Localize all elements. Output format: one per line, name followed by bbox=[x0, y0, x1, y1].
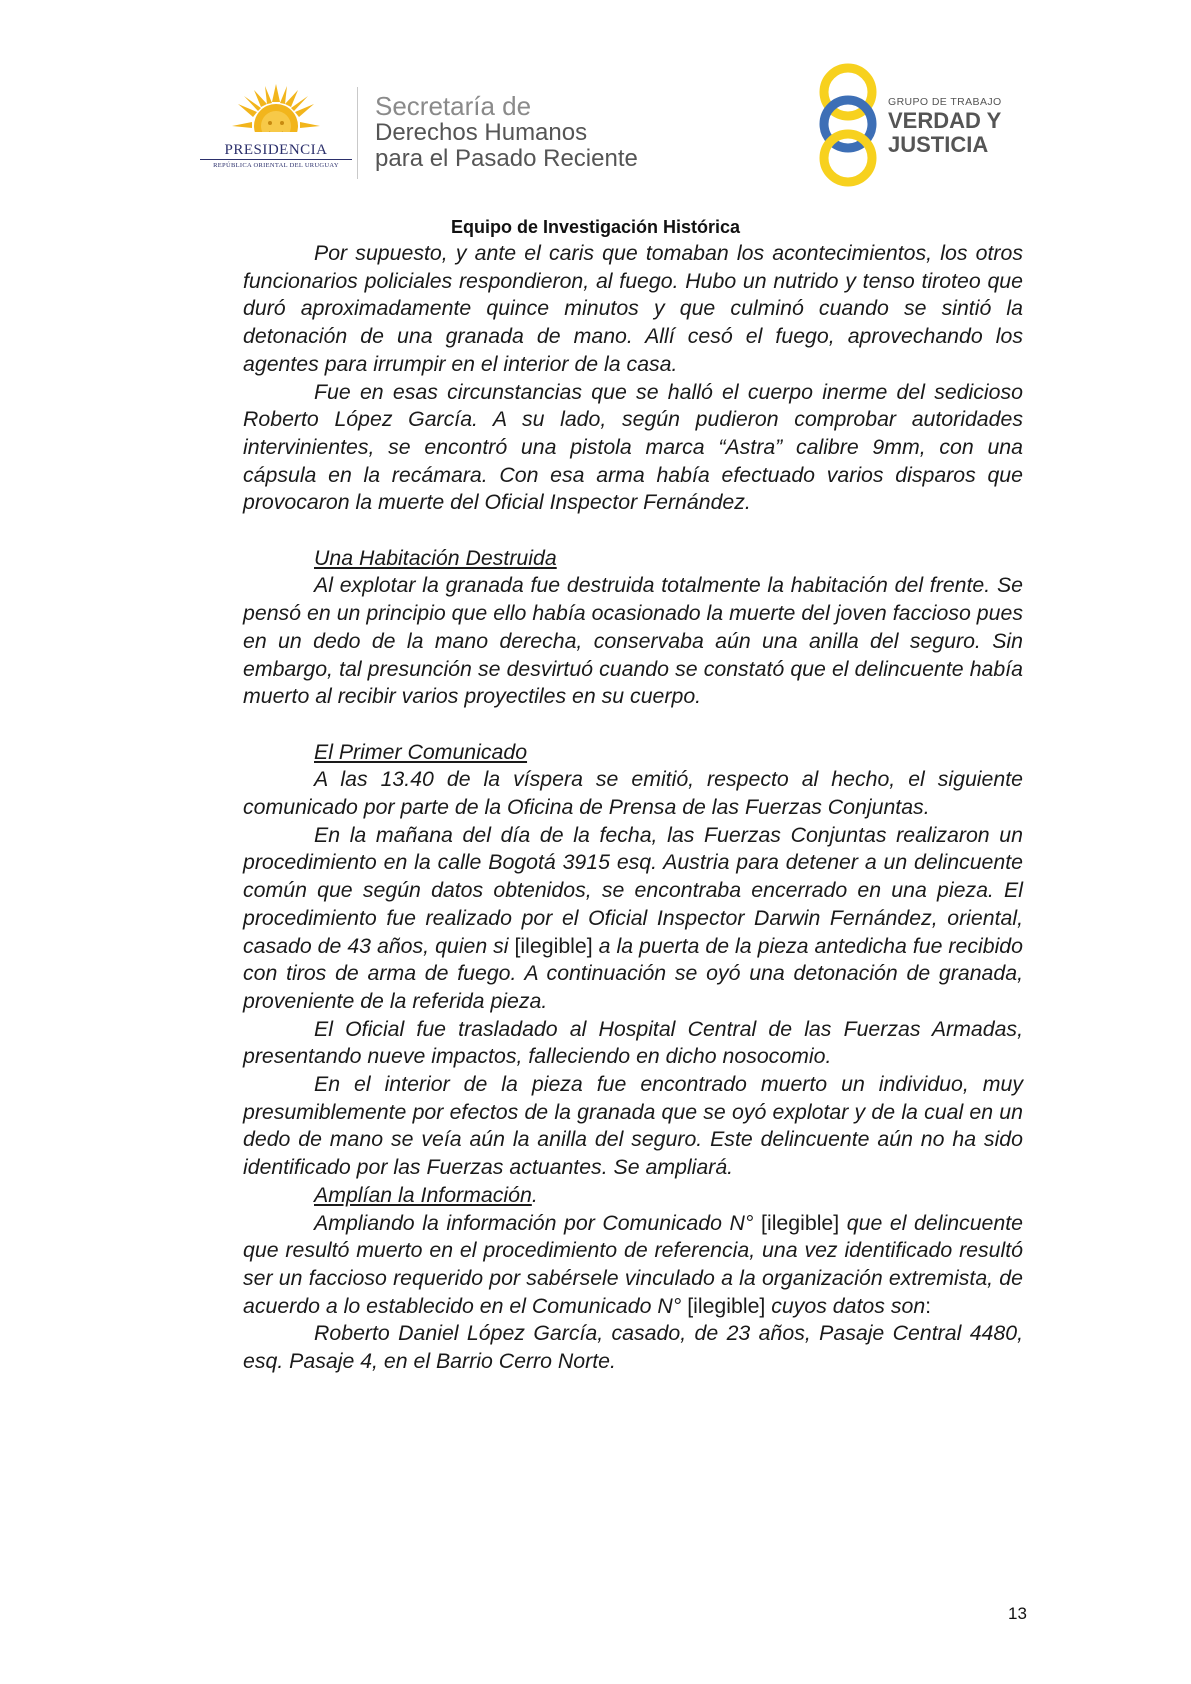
spacer bbox=[243, 711, 1023, 739]
team-heading: Equipo de Investigación Histórica bbox=[450, 217, 741, 237]
paragraph: Por supuesto, y ante el caris que tomaban los acontecimientos, los otros funcionarios policiales respondieron, al fuego. Hubo un nutrido y tenso tiroteo que duró aproximadamente quince minutos y que culminó cuando se sintió la detonación de una granada de mano. Allí cesó el fuego, aprovechando los agentes para irrumpir en el interior de la casa. bbox=[243, 241, 1023, 376]
spacer bbox=[243, 517, 1023, 545]
section-heading bbox=[243, 739, 1023, 767]
paragraph-text: En la mañana del día de la fecha, las Fuerzas Conjuntas realizaron un procedimiento en la calle Bogotá 3915 esq. Austria para detener a un delincuente común que según datos obtenidos, se encontraba encerrado en una pieza. El procedimiento fue realizado por el Oficial Inspector Darwin Fernández, oriental, casado de 43 años, quien si bbox=[243, 822, 1023, 958]
paragraph-text: a la puerta de la pieza antedicha fue recibido con tiros de arma de fuego. A continuación se oyó una detonación de granada, proveniente de la referida pieza. bbox=[243, 933, 1023, 1013]
grupo-line3: JUSTICIA bbox=[888, 132, 989, 157]
paragraph-colon: : bbox=[925, 1293, 932, 1318]
paragraph: En el interior de la pieza fue encontrado muerto un individuo, muy presumiblemente por efectos de la granada que se oyó explotar y de la cual en un dedo de mano se veía aún la anilla del seguro. Este delincuente aún no ha sido identificado por las Fuerzas actuantes. Se ampliará. bbox=[243, 1072, 1023, 1180]
section-heading-text: Amplían la Información bbox=[314, 1182, 532, 1207]
page-number: 13 bbox=[1008, 1604, 1027, 1623]
presidencia-subtitle: REPÚBLICA ORIENTAL DEL URUGUAY bbox=[213, 162, 339, 169]
grupo-line2: VERDAD Y bbox=[888, 108, 1002, 133]
sun-icon bbox=[232, 82, 320, 140]
grupo-line1: GRUPO DE TRABAJO bbox=[888, 96, 1002, 108]
section-heading-text: El Primer Comunicado bbox=[314, 739, 528, 764]
paragraph-text: cuyos datos son bbox=[765, 1293, 926, 1318]
section-heading-text: Una Habitación Destruida bbox=[314, 545, 557, 570]
paragraph bbox=[243, 1210, 1023, 1321]
section-heading bbox=[243, 545, 1023, 573]
paragraph: Fue en esas circunstancias que se halló el cuerpo inerme del sedicioso Roberto López García. A su lado, según pudieron comprobar autoridades intervinientes, se encontró una pistola marca “Astra” calibre 9mm, con una cápsula en la recámara. Con esa arma había efectuado varios disparos que provocaron la muerte del Oficial Inspector Fernández. bbox=[243, 379, 1023, 515]
secretaria-line2: Derechos Humanos bbox=[375, 119, 588, 146]
linked-rings-icon bbox=[812, 62, 884, 192]
header-divider bbox=[357, 87, 358, 179]
page-header bbox=[0, 0, 1191, 200]
presidencia-rule bbox=[200, 159, 352, 160]
paragraph-text: que el delincuente que resultó muerto en el procedimiento de referencia, una vez identificado resultó ser un faccioso requerido por sabérsele vinculado a la organización extremista, de acuerdo a lo establecido en el Comunicado N° bbox=[243, 1210, 1023, 1318]
illegible-note: [ilegible] bbox=[761, 1210, 840, 1235]
paragraph: Al explotar la granada fue destruida totalmente la habitación del frente. Se pensó en un principio que ello había ocasionado la muerte del joven faccioso pues en un dedo de la mano derecha, conservaba aún una anilla del seguro. Sin embargo, tal presunción se desvirtuó cuando se constató que el delincuente había muerto al recibir varios proyectiles en su cuerpo. bbox=[243, 573, 1023, 709]
presidencia-logo bbox=[196, 82, 356, 172]
paragraph-text: Ampliando la información por Comunicado N° bbox=[314, 1210, 762, 1235]
paragraph: A las 13.40 de la víspera se emitió, respecto al hecho, el siguiente comunicado por parte de la Oficina de Prensa de las Fuerzas Conjuntas. bbox=[243, 767, 1023, 820]
document-body bbox=[243, 240, 1023, 1376]
verdad-justicia-logo bbox=[812, 62, 1022, 192]
paragraph: El Oficial fue trasladado al Hospital Central de las Fuerzas Armadas, presentando nueve impactos, falleciendo en dicho nosocomio. bbox=[243, 1016, 1023, 1069]
presidencia-name: PRESIDENCIA bbox=[224, 142, 328, 158]
secretaria-line1: Secretaría de bbox=[375, 91, 532, 121]
section-heading-period: . bbox=[531, 1182, 538, 1207]
illegible-note: [ilegible] bbox=[514, 933, 593, 958]
secretaria-logo-text bbox=[375, 92, 638, 172]
paragraph bbox=[243, 822, 1023, 1016]
secretaria-line3: para el Pasado Reciente bbox=[375, 145, 638, 172]
illegible-note: [ilegible] bbox=[687, 1293, 766, 1318]
section-heading bbox=[243, 1182, 1023, 1210]
paragraph: Roberto Daniel López García, casado, de 23 años, Pasaje Central 4480, esq. Pasaje 4, en el Barrio Cerro Norte. bbox=[243, 1321, 1023, 1374]
